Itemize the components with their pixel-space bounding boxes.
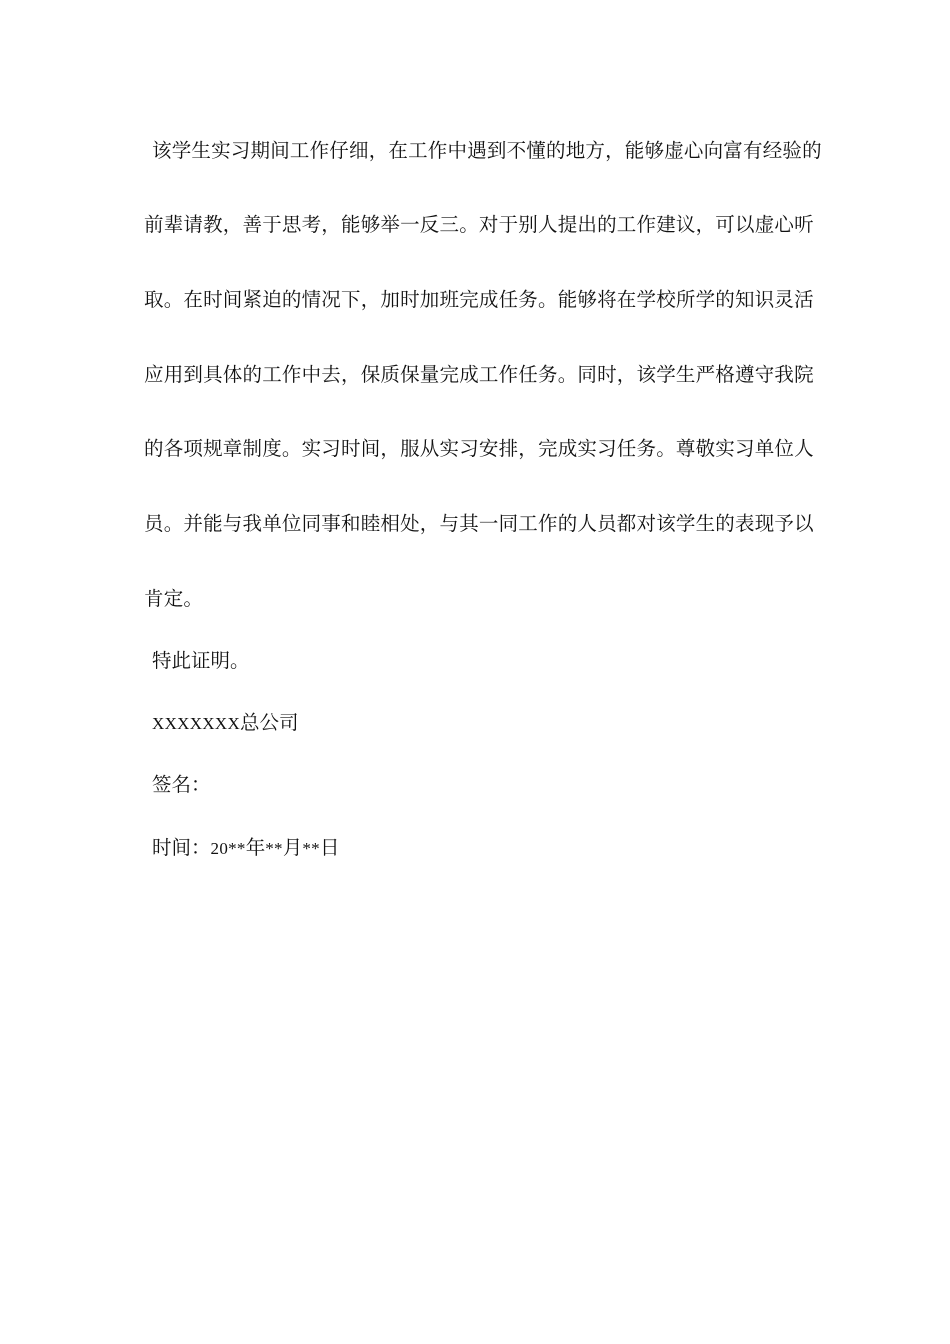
date-day-char: 日 [319,836,340,859]
date-year-value: 20** [210,839,246,858]
paragraph-line-2: 前辈请教，善于思考，能够举一反三。对于别人提出的工作建议，可以虚心听 [144,213,814,236]
signature-line [152,773,211,797]
date-label: 时间： [152,836,211,859]
date-month-char: 月 [282,836,303,859]
paragraph-line-4: 应用到具体的工作中去，保质保量完成工作任务。同时，该学生严格遵守我院 [144,363,814,386]
certify-statement: 特此证明。 [152,649,250,672]
date-day-value: ** [302,839,320,858]
company-suffix: 总公司 [240,711,299,734]
paragraph-line-5: 的各项规章制度。实习时间，服从实习安排，完成实习任务。尊敬实习单位人 [144,437,814,460]
paragraph-line-1: 该学生实习期间工作仔细，在工作中遇到不懂的地方，能够虚心向富有经验的 [152,139,822,162]
date-year-char: 年 [245,836,266,859]
company-placeholder: XXXXXXX [152,714,241,733]
company-line [152,711,299,736]
paragraph-line-6: 员。并能与我单位同事和睦相处，与其一同工作的人员都对该学生的表现予以 [144,512,814,535]
paragraph-line-3: 取。在时间紧迫的情况下，加时加班完成任务。能够将在学校所学的知识灵活 [144,288,814,311]
date-month-value: ** [265,839,283,858]
date-line [152,836,339,861]
paragraph-line-7: 肯定。 [144,587,204,610]
signature-label: 签名： [152,773,211,796]
